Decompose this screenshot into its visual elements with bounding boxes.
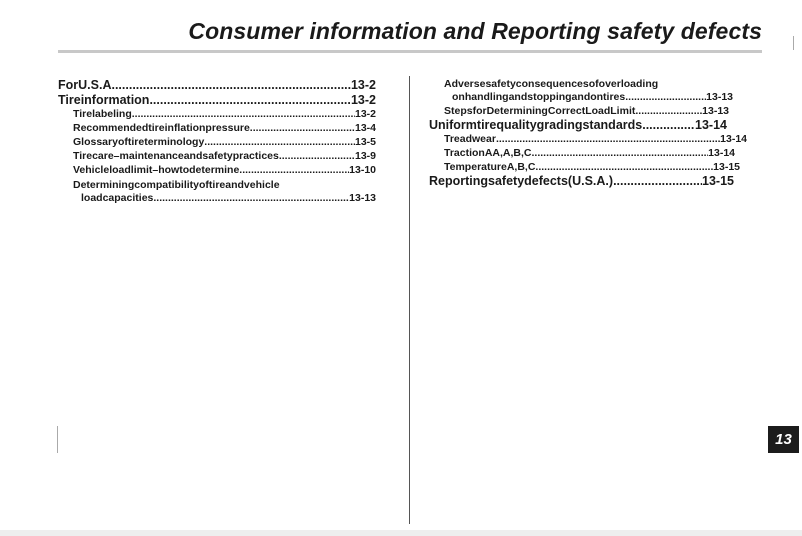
toc-entry-page: 13-2: [350, 93, 376, 107]
toc-entry-title: TemperatureA,B,C: [444, 161, 536, 173]
toc-entry-page: 13-10: [349, 164, 376, 176]
toc-entry-title: Uniformtirequalitygradingstandards: [429, 118, 643, 132]
toc-left-column: [58, 78, 376, 205]
toc-subentry[interactable]: [73, 108, 376, 121]
toc-entry-title: Recommendedtireinflationpressure: [73, 122, 250, 134]
header-rule: [58, 50, 762, 53]
margin-mark: [793, 36, 794, 50]
toc-entry-title: Vehicleloadlimit–howtodetermine: [73, 164, 240, 176]
toc-entry-title: Reportingsafetydefects(U.S.A.): [429, 174, 614, 188]
toc-entry-page: 13-15: [702, 174, 734, 188]
toc-subentry-title-line1[interactable]: Determiningcompatibilityoftireandvehicle: [73, 179, 280, 191]
page-title: Consumer information and Reporting safety defects: [188, 18, 762, 44]
toc-leader: [153, 192, 349, 205]
toc-subentry[interactable]: [444, 133, 747, 146]
toc-leader: [625, 91, 706, 104]
toc-entry-title-line2: onhandlingandstoppingandontires: [452, 91, 626, 103]
toc-entry[interactable]: [429, 174, 734, 188]
toc-entry-page: 13-14: [708, 147, 735, 159]
toc-entry-page: 13-13: [706, 91, 733, 103]
page-bottom-band: [0, 530, 802, 536]
toc-entry-title: Tireinformation: [58, 93, 150, 107]
toc-leader: [642, 118, 695, 132]
toc-right-column: [429, 78, 747, 189]
toc-entry-title: ForU.S.A.: [58, 78, 115, 92]
toc-subentry[interactable]: [444, 105, 729, 118]
toc-entry-page: 13-5: [354, 136, 376, 148]
toc-subentry[interactable]: [444, 161, 740, 174]
toc-entry-title: Glossaryoftireterminology: [73, 136, 205, 148]
toc-entry[interactable]: [58, 78, 376, 92]
toc-leader: [613, 174, 702, 188]
toc-leader: [204, 136, 355, 149]
toc-leader: [132, 108, 355, 121]
toc-entry-page: 13-2: [350, 78, 376, 92]
toc-entry-page: 13-4: [354, 122, 376, 134]
toc-leader: [635, 105, 702, 118]
toc-subentry[interactable]: [73, 136, 376, 149]
toc-leader: [250, 122, 355, 135]
toc-entry-title-line2: loadcapacities: [81, 192, 154, 204]
toc-subentry[interactable]: [73, 164, 376, 177]
toc-subentry[interactable]: [452, 91, 733, 104]
toc-subentry[interactable]: [444, 147, 735, 160]
toc-entry-title: Treadwear: [444, 133, 496, 145]
toc-subentry[interactable]: [73, 150, 376, 163]
margin-mark: [57, 426, 58, 453]
toc-entry-title: Tirecare–maintenanceandsafetypractices: [73, 150, 279, 162]
toc-entry-page: 13-2: [354, 108, 376, 120]
toc-entry-page: 13-9: [354, 150, 376, 162]
toc-leader: [279, 150, 355, 163]
toc-leader: [496, 133, 720, 146]
toc-entry-title: Tirelabeling: [73, 108, 132, 120]
toc-leader: [532, 147, 709, 160]
toc-leader: [239, 164, 349, 177]
toc-entry[interactable]: [58, 93, 376, 107]
chapter-tab: 13: [768, 426, 799, 453]
toc-leader: [149, 93, 351, 107]
toc-entry-page: 13-15: [713, 161, 740, 173]
toc-entry-page: 13-14: [720, 133, 747, 145]
toc-entry-page: 13-14: [695, 118, 727, 132]
toc-leader: [115, 78, 351, 92]
toc-entry-page: 13-13: [349, 192, 376, 204]
toc-leader: [535, 161, 713, 174]
toc-entry-title: TractionAA,A,B,C: [444, 147, 532, 159]
toc-subentry[interactable]: [81, 192, 376, 205]
column-divider: [409, 76, 410, 524]
toc-entry-title: StepsforDeterminingCorrectLoadLimit: [444, 105, 636, 117]
toc-entry-page: 13-13: [702, 105, 729, 117]
toc-entry[interactable]: [429, 118, 727, 132]
toc-subentry[interactable]: [73, 122, 376, 135]
toc-subentry-title-line1[interactable]: Adversesafetyconsequencesofoverloading: [444, 78, 659, 90]
